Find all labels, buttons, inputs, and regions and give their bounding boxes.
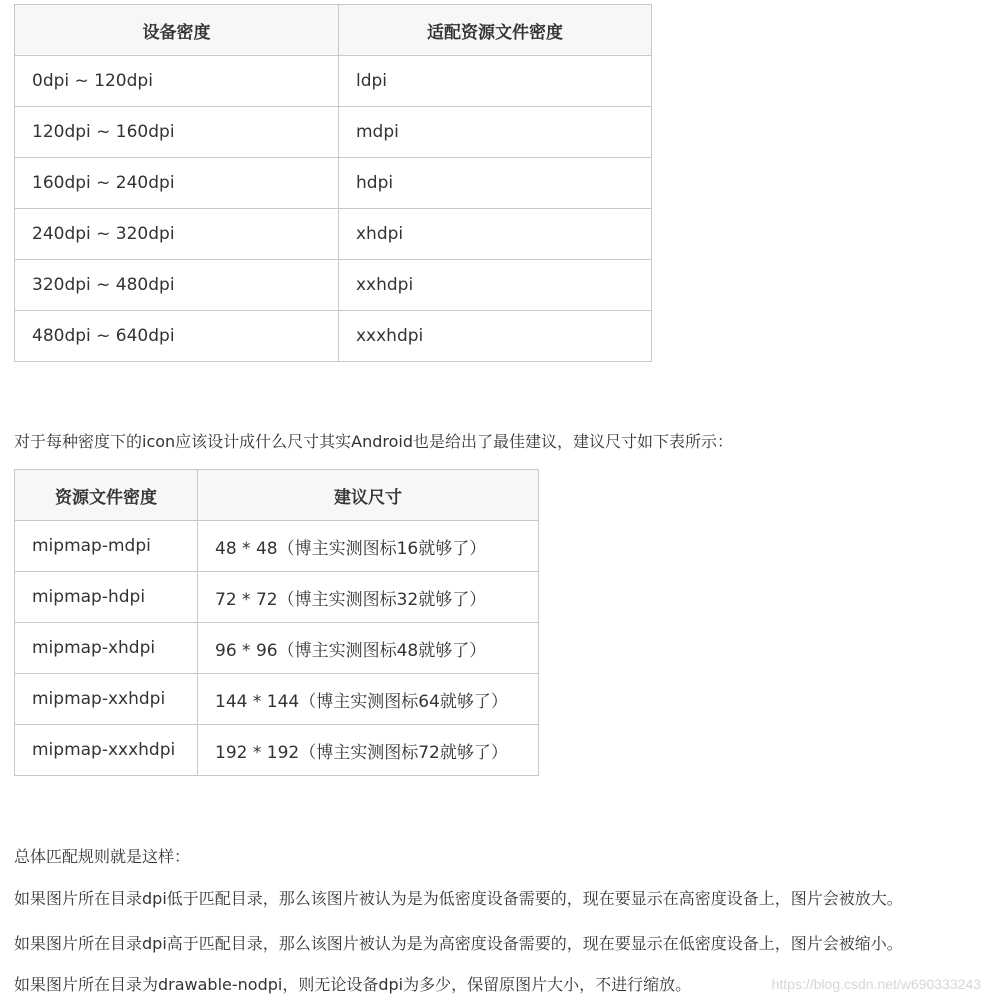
table-row xyxy=(15,572,539,623)
table-row xyxy=(15,260,652,311)
rule-line-upscale: 如果图片所在目录dpi低于匹配目录，那么该图片被认为是为低密度设备需要的，现在要显示在高密度设备上，图片会被放大。 xyxy=(14,889,903,908)
table-header-row xyxy=(15,470,539,521)
cell-resource-density: mipmap-xhdpi xyxy=(15,623,198,674)
header-resource-density: 适配资源文件密度 xyxy=(339,5,652,56)
cell-resource-density: mdpi xyxy=(339,107,652,158)
rule-line-downscale: 如果图片所在目录dpi高于匹配目录，那么该图片被认为是为高密度设备需要的，现在要显示在低密度设备上，图片会被缩小。 xyxy=(14,934,903,953)
density-table xyxy=(14,4,652,362)
cell-device-density: 480dpi ~ 640dpi xyxy=(15,311,339,362)
cell-suggested-size: 72 * 72（博主实测图标32就够了） xyxy=(198,572,539,623)
cell-suggested-size: 144 * 144（博主实测图标64就够了） xyxy=(198,674,539,725)
table-row xyxy=(15,311,652,362)
intro-paragraph: 对于每种密度下的icon应该设计成什么尺寸其实Android也是给出了最佳建议，建议尺寸如下表所示： xyxy=(14,432,734,451)
cell-resource-density: xhdpi xyxy=(339,209,652,260)
cell-resource-density: mipmap-hdpi xyxy=(15,572,198,623)
cell-resource-density: mipmap-xxxhdpi xyxy=(15,725,198,776)
cell-resource-density: ldpi xyxy=(339,56,652,107)
cell-resource-density: hdpi xyxy=(339,158,652,209)
table-row xyxy=(15,107,652,158)
cell-resource-density: mipmap-xxhdpi xyxy=(15,674,198,725)
table-row xyxy=(15,521,539,572)
header-resource-density: 资源文件密度 xyxy=(15,470,198,521)
watermark-url: https://blog.csdn.net/w690333243 xyxy=(771,976,981,992)
table-header-row xyxy=(15,5,652,56)
cell-suggested-size: 48 * 48（博主实测图标16就够了） xyxy=(198,521,539,572)
cell-resource-density: mipmap-mdpi xyxy=(15,521,198,572)
header-suggested-size: 建议尺寸 xyxy=(198,470,539,521)
rule-line-nodpi: 如果图片所在目录为drawable-nodpi，则无论设备dpi为多少，保留原图片大小，不进行缩放。 xyxy=(14,975,692,994)
rules-heading: 总体匹配规则就是这样： xyxy=(14,847,191,866)
table-row xyxy=(15,209,652,260)
table-row xyxy=(15,623,539,674)
cell-device-density: 120dpi ~ 160dpi xyxy=(15,107,339,158)
cell-device-density: 160dpi ~ 240dpi xyxy=(15,158,339,209)
cell-suggested-size: 192 * 192（博主实测图标72就够了） xyxy=(198,725,539,776)
table-row xyxy=(15,725,539,776)
table-row xyxy=(15,56,652,107)
table-row xyxy=(15,158,652,209)
cell-suggested-size: 96 * 96（博主实测图标48就够了） xyxy=(198,623,539,674)
cell-device-density: 320dpi ~ 480dpi xyxy=(15,260,339,311)
header-device-density: 设备密度 xyxy=(15,5,339,56)
cell-device-density: 0dpi ~ 120dpi xyxy=(15,56,339,107)
table-row xyxy=(15,674,539,725)
icon-size-table xyxy=(14,469,539,776)
cell-device-density: 240dpi ~ 320dpi xyxy=(15,209,339,260)
cell-resource-density: xxxhdpi xyxy=(339,311,652,362)
cell-resource-density: xxhdpi xyxy=(339,260,652,311)
